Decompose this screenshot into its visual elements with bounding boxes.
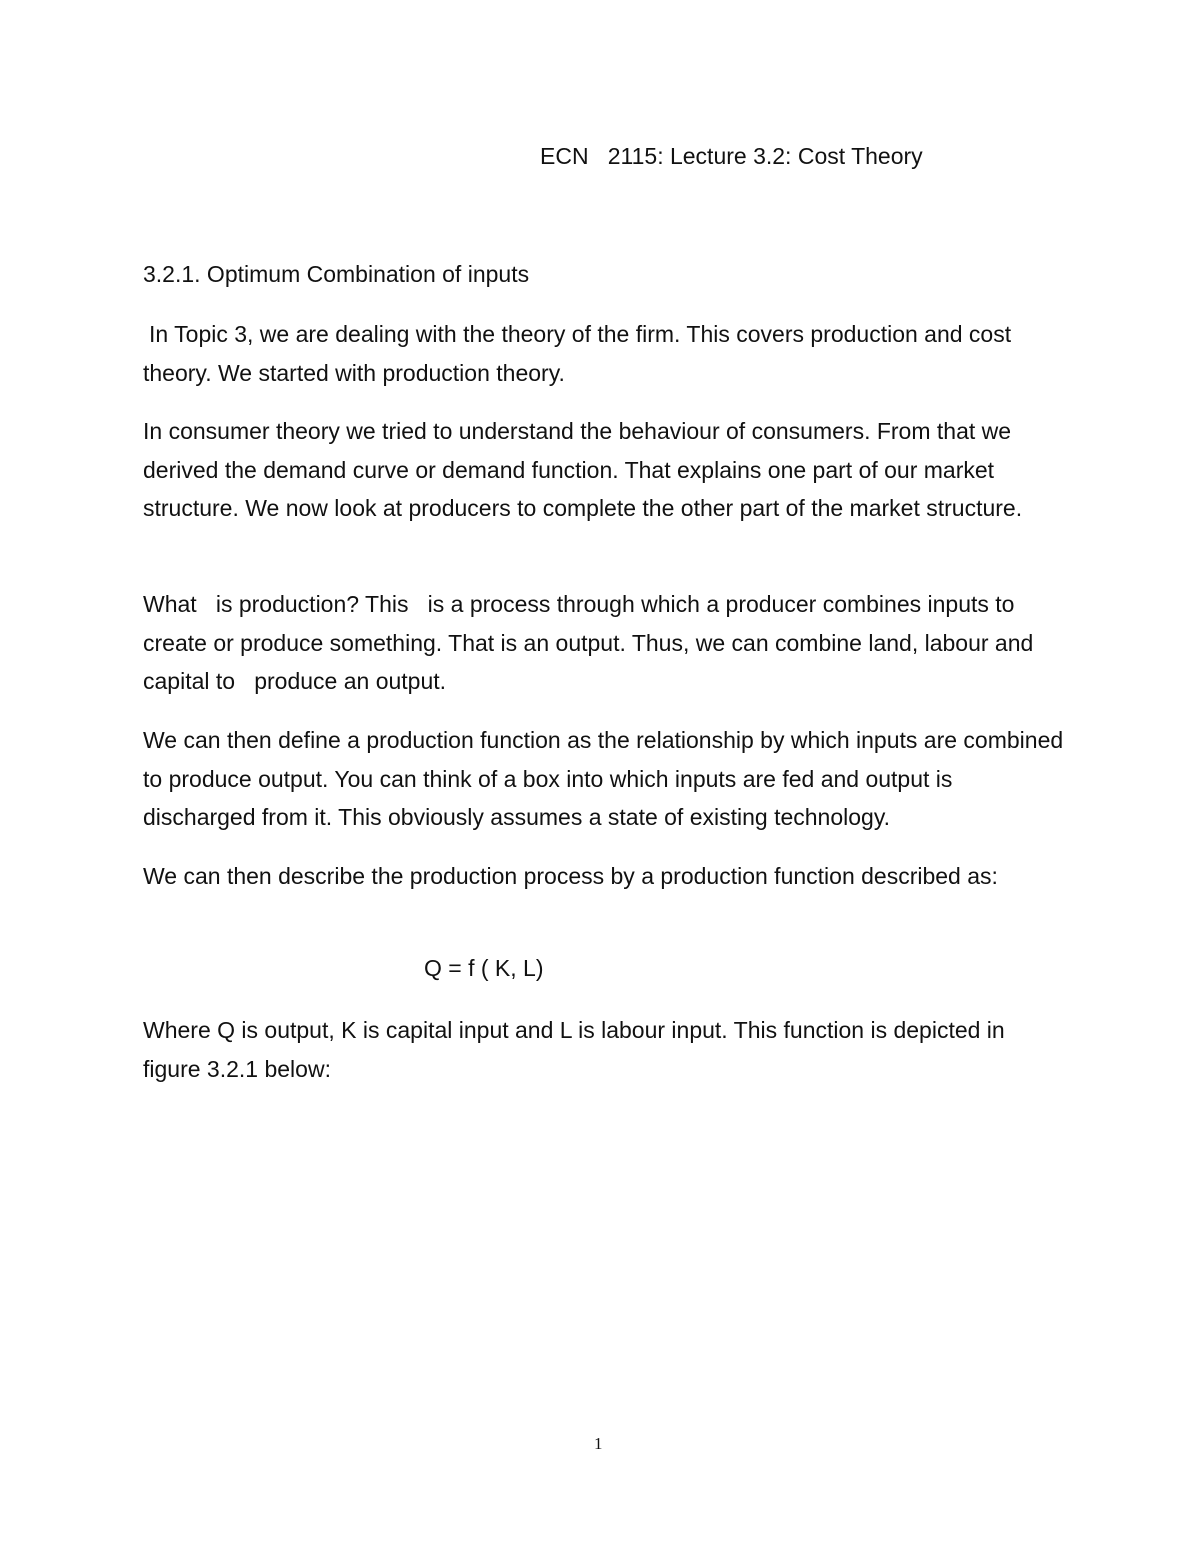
- production-function-equation: Q = f ( K, L): [424, 955, 544, 981]
- paragraph-equation-explanation: Where Q is output, K is capital input and L is labour input. This function is depicted in figure 3.2.1 below:: [143, 1017, 1005, 1082]
- paragraph-production-function-definition: We can then define a production function as the relationship by which inputs are combined to produce output. You can think of a box into which inputs are fed and output is discharged from it. This obviously assumes a state of existing technology.: [143, 727, 1064, 830]
- lecture-title: ECN 2115: Lecture 3.2: Cost Theory: [540, 143, 923, 169]
- paragraph-consumer-theory: In consumer theory we tried to understand the behaviour of consumers. From that we derived the demand curve or demand function. That explains one part of our market structure. We now look at producers to complete the other part of the market structure.: [143, 418, 1023, 521]
- paragraph-production-process: We can then describe the production process by a production function described as:: [143, 863, 998, 889]
- section-heading: 3.2.1. Optimum Combination of inputs: [143, 261, 530, 287]
- paragraph-topic-intro: In Topic 3, we are dealing with the theory of the firm. This covers production and cost theory. We started with production theory.: [143, 321, 1012, 386]
- paragraph-what-is-production: What is production? This is a process through which a producer combines inputs to create or produce something. That is an output. Thus, we can combine land, labour and capital to produce an output.: [143, 591, 1040, 694]
- page-number: 1: [594, 1434, 603, 1453]
